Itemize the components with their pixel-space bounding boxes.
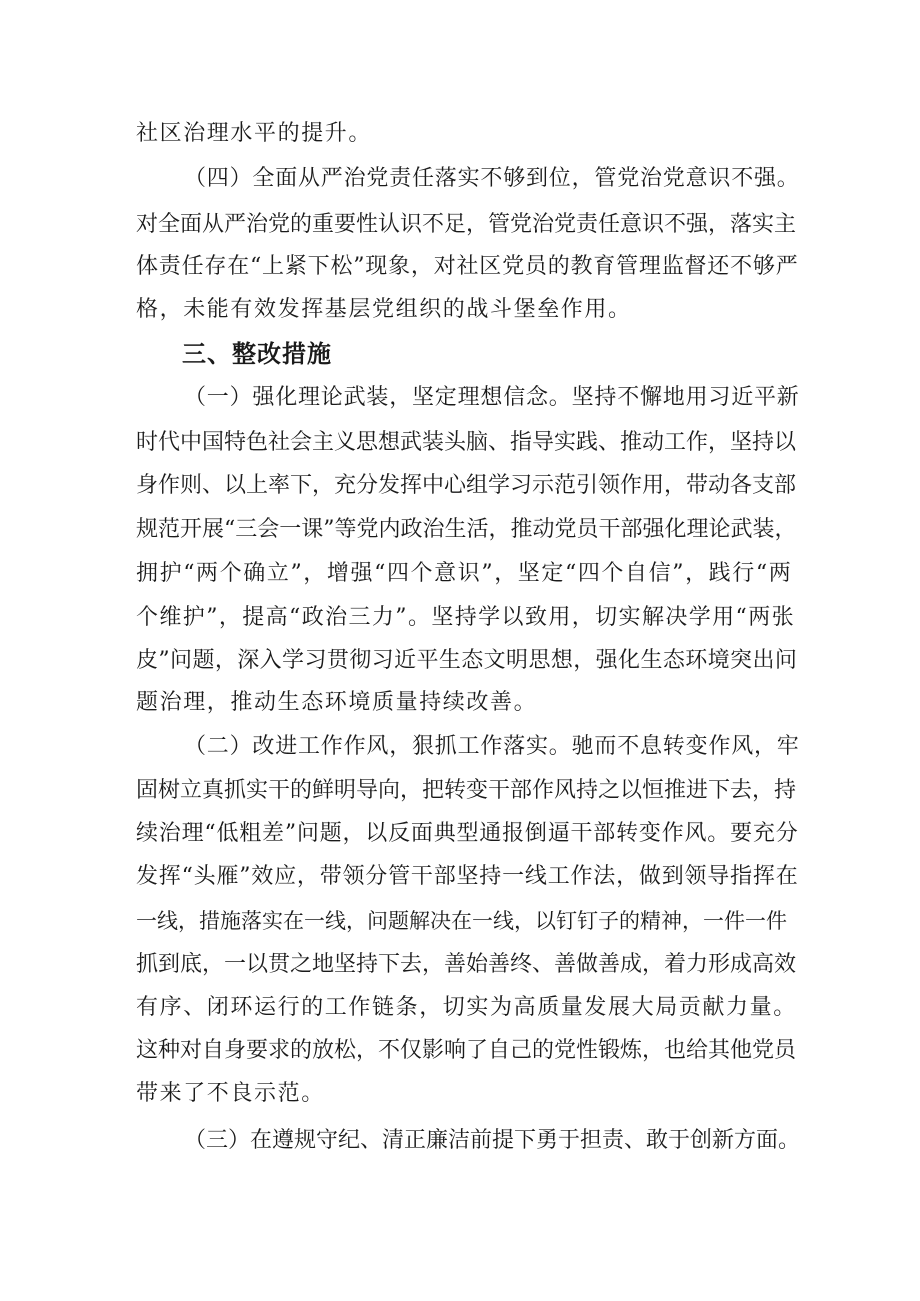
text-line: 格，未能有效发挥基层党组织的战斗堡垒作用。: [136, 297, 632, 322]
text-line: （四）全面从严治党责任落实不够到位，管党治党意识不强。: [184, 166, 800, 191]
text-line: 固树立真抓实干的鲜明导向，把转变干部作风持之以恒推进下去，持: [136, 778, 797, 803]
text-line: 身作则、以上率下，充分发挥中心组学习示范引领作用，带动各支部: [136, 473, 797, 498]
text-line: （一）强化理论武装，坚定理想信念。坚持不懈地用习近平新: [184, 385, 800, 410]
text-line: 个维护”，提高“政治三力”。坚持学以致用，切实解决学用“两张: [136, 605, 795, 630]
text-line: 规范开展“三会一课”等党内政治生活，推动党员干部强化理论武装，: [136, 517, 797, 542]
text-line: 对全面从严治党的重要性认识不足，管党治党责任意识不强，落实主: [136, 212, 797, 237]
text-line: 带来了不良示范。: [136, 1081, 325, 1106]
text-line: 拥护“两个确立”，增强“四个意识”，坚定“四个自信”，践行“两: [136, 561, 793, 586]
text-line: 皮”问题，深入学习贯彻习近平生态文明思想，强化生态环境突出问: [136, 648, 798, 673]
section-heading: 三、整改措施: [182, 340, 332, 368]
text-line: 抓到底，一以贯之地坚持下去，善始善终、善做善成，着力形成高效: [136, 952, 797, 977]
text-line: （三）在遵规守纪、清正廉洁前提下勇于担责、敢于创新方面。: [184, 1128, 801, 1153]
text-line: 这种对自身要求的放松，不仅影响了自己的党性锻炼，也给其他党员: [136, 1038, 797, 1063]
text-line: 续治理“低粗差”问题，以反面典型通报倒逼干部转变作风。要充分: [136, 821, 799, 846]
text-line: 发挥“头雁”效应，带领分管干部坚持一线工作法，做到领导指挥在: [136, 864, 799, 889]
text-line: 社区治理水平的提升。: [136, 121, 373, 146]
text-line: 题治理，推动生态环境质量持续改善。: [136, 690, 538, 715]
text-line: 体责任存在“上紧下松”现象，对社区党员的教育管理监督还不够严: [136, 254, 799, 279]
text-line: 时代中国特色社会主义思想武装头脑、指导实践、推动工作，坚持以: [136, 430, 797, 455]
text-line: （二）改进工作作风，狠抓工作落实。驰而不息转变作风，牢: [184, 734, 800, 759]
text-line: 有序、闭环运行的工作链条，切实为高质量发展大局贡献力量。: [136, 995, 797, 1020]
text-line: 一线，措施落实在一线，问题解决在一线，以钉钉子的精神，一件一件: [136, 909, 787, 933]
